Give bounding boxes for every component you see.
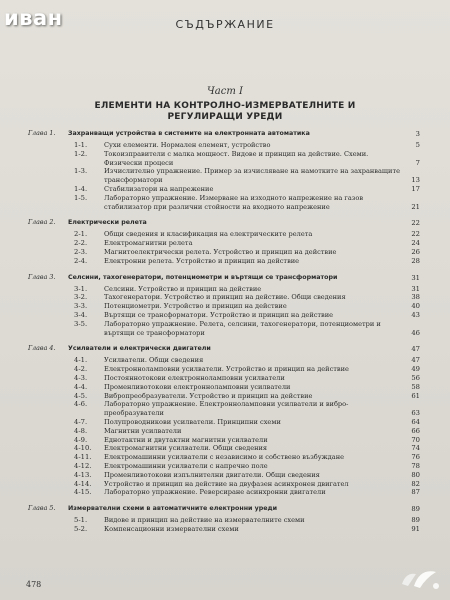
bazar-logo-icon bbox=[396, 562, 444, 594]
toc-entry bbox=[28, 230, 420, 239]
entry-title: Лабораторно упражнение. Релета, селсини, тахогенератори, потенциометри и въртящи се трансформатори bbox=[104, 319, 381, 337]
entry-title: Постояннотокови електронноламповни усилватели bbox=[104, 373, 285, 382]
entry-title: Стабилизатори на напрежение bbox=[104, 184, 214, 193]
entry-number: 1-4. bbox=[74, 184, 88, 193]
page-title: СЪДЪРЖАНИЕ bbox=[175, 18, 275, 31]
toc-entry bbox=[28, 516, 420, 525]
part-heading: ЕЛЕМЕНТИ НА КОНТРОЛНО-ИЗМЕРВАТЕЛНИТЕ И РЕГУЛИРАЩИ УРЕДИ bbox=[94, 101, 356, 122]
entry-page: 21 bbox=[411, 202, 420, 211]
entry-title: Лабораторно упражнение. Реверсиране асинхронни двигатели bbox=[104, 488, 326, 497]
entry-number: 5-1. bbox=[74, 516, 88, 525]
entry-page: 63 bbox=[411, 409, 420, 418]
entry-title: Общи сведения и класификация на електрическите релета bbox=[104, 230, 313, 239]
chapter-page: 89 bbox=[411, 505, 420, 514]
toc-entry bbox=[28, 383, 420, 392]
entry-number: 4-13. bbox=[74, 470, 92, 479]
entry-page: 82 bbox=[411, 479, 420, 488]
entry-number: 4-3. bbox=[74, 373, 88, 382]
toc-entry bbox=[28, 462, 420, 471]
entry-title: Вибропреобразуватели. Устройство и принцип на действие bbox=[104, 391, 313, 400]
entry-number: 1-3. bbox=[74, 167, 88, 176]
entry-number: 4-10. bbox=[74, 444, 92, 453]
toc-entry bbox=[28, 320, 420, 338]
chapter-heading-row bbox=[28, 344, 420, 356]
entry-title: Електромагнитни релета bbox=[104, 239, 193, 248]
entry-page: 91 bbox=[411, 524, 420, 533]
entry-title: Полупроводникови усилватели. Принципни схеми bbox=[104, 417, 281, 426]
toc-entry bbox=[28, 400, 420, 418]
toc-entry bbox=[28, 365, 420, 374]
entry-number: 4-1. bbox=[74, 356, 88, 365]
entry-number: 3-5. bbox=[74, 319, 88, 328]
entry-title: Електромашинни усилватели с напречно поле bbox=[104, 461, 268, 470]
chapter-title: Измервателни схеми в автоматичните електронни уреди bbox=[68, 505, 278, 513]
entry-page: 49 bbox=[411, 365, 420, 374]
chapter-page: 3 bbox=[415, 130, 420, 138]
entry-number: 4-12. bbox=[74, 461, 92, 470]
entry-title: Селсини. Устройство и принцип на действие bbox=[104, 284, 262, 293]
entry-page: 7 bbox=[415, 158, 420, 167]
toc-entry bbox=[28, 356, 420, 365]
entry-number: 2-4. bbox=[74, 256, 88, 265]
entry-number: 4-7. bbox=[74, 417, 88, 426]
toc-chapter bbox=[28, 504, 420, 534]
entry-title: Лабораторно упражнение. Електронноламповни усилватели и вибро-преобразуватели bbox=[104, 400, 349, 418]
entry-title: Изчислително упражнение. Пример за изчисляване на намотките на захранващите трансформатори bbox=[104, 167, 400, 185]
toc-entry bbox=[28, 239, 420, 248]
entry-page: 47 bbox=[411, 356, 420, 365]
toc-entry bbox=[28, 257, 420, 266]
toc-entry bbox=[28, 194, 420, 212]
entry-page: 43 bbox=[411, 310, 420, 319]
entry-page: 58 bbox=[411, 382, 420, 391]
toc-entry bbox=[28, 311, 420, 320]
entry-number: 4-4. bbox=[74, 382, 88, 391]
part-label: Част I bbox=[207, 86, 243, 97]
toc-entry bbox=[28, 444, 420, 453]
entry-number: 3-1. bbox=[74, 284, 88, 293]
toc-entry bbox=[28, 374, 420, 383]
entry-page: 80 bbox=[411, 470, 420, 479]
chapter-label: Глава 2. bbox=[28, 219, 56, 227]
entry-title: Потенциометри. Устройство и принцип на действие bbox=[104, 302, 287, 311]
entry-title: Тахогенератори. Устройство и принцип на действие. Общи сведения bbox=[104, 293, 346, 302]
toc-entry bbox=[28, 392, 420, 401]
toc-entry bbox=[28, 167, 420, 185]
entry-page: 61 bbox=[411, 391, 420, 400]
entry-page: 46 bbox=[411, 328, 420, 337]
toc-entry bbox=[28, 150, 420, 168]
chapter-label: Глава 3. bbox=[28, 273, 56, 281]
watermark-text: иван bbox=[4, 6, 63, 30]
entry-page: 38 bbox=[411, 293, 420, 302]
toc-entry bbox=[28, 141, 420, 150]
entry-number: 4-9. bbox=[74, 435, 88, 444]
entry-title: Компенсационни измервателни схеми bbox=[104, 524, 239, 533]
entry-number: 2-3. bbox=[74, 247, 88, 256]
entry-title: Електромагнитни усилватели. Общи сведения bbox=[104, 444, 268, 453]
chapter-heading-row bbox=[28, 504, 420, 516]
toc-entry bbox=[28, 285, 420, 294]
chapter-title: Селсини, тахогенератори, потенциометри и въртящи се трансформатори bbox=[68, 273, 338, 281]
entry-number: 4-11. bbox=[74, 453, 92, 462]
entry-page: 76 bbox=[411, 453, 420, 462]
chapter-title: Електрически релета bbox=[68, 219, 147, 227]
chapter-page: 22 bbox=[411, 219, 420, 228]
entry-number: 5-2. bbox=[74, 524, 88, 533]
entry-number: 4-2. bbox=[74, 365, 88, 374]
chapter-page: 31 bbox=[411, 273, 420, 282]
toc-entry bbox=[28, 453, 420, 462]
entry-page: 66 bbox=[411, 426, 420, 435]
entry-title: Електронни релета. Устройство и принцип на действие bbox=[104, 256, 300, 265]
entry-page: 74 bbox=[411, 444, 420, 453]
entry-page: 56 bbox=[411, 373, 420, 382]
toc-entry bbox=[28, 185, 420, 194]
entry-number: 3-2. bbox=[74, 293, 88, 302]
entry-page: 24 bbox=[411, 239, 420, 248]
entry-number: 4-6. bbox=[74, 400, 88, 409]
entry-page: 70 bbox=[411, 435, 420, 444]
entry-title: Еднотактни и двутактни магнитни усилватели bbox=[104, 435, 268, 444]
entry-title: Токоизправители с малка мощност. Видове и принцип на действие. Схеми. Физически процеси bbox=[104, 149, 369, 167]
entry-title: Устройство и принцип на действие на двуфазен асинхронен двигател bbox=[104, 479, 349, 488]
chapter-page: 47 bbox=[411, 345, 420, 354]
entry-title: Магнитни усилватели bbox=[104, 426, 182, 435]
entry-title: Лабораторно упражнение. Измерване на изходното напрежение на газов стабилизатор при различни стойности на входното напрежение bbox=[104, 193, 364, 211]
entry-title: Електромашинни усилватели с независимо и собствено възбуждане bbox=[104, 453, 345, 462]
entry-page: 17 bbox=[411, 184, 420, 193]
entry-number: 4-8. bbox=[74, 426, 88, 435]
page-number: 478 bbox=[26, 580, 42, 589]
entry-number: 1-2. bbox=[74, 149, 88, 158]
chapter-heading-row bbox=[28, 273, 420, 285]
toc-entry bbox=[28, 302, 420, 311]
entry-page: 89 bbox=[411, 516, 420, 525]
entry-page: 28 bbox=[411, 256, 420, 265]
toc-entry bbox=[28, 248, 420, 257]
entry-title: Електронноламповни усилватели. Устройство и принцип на действие bbox=[104, 365, 349, 374]
chapter-label: Глава 5. bbox=[28, 505, 56, 513]
chapter-title: Усилватели и електрически двигатели bbox=[68, 345, 211, 353]
chapter-title: Захранващи устройства в системите на електронната автоматика bbox=[68, 130, 310, 137]
entry-title: Магнитоелектрически релета. Устройство и принцип на действие bbox=[104, 247, 337, 256]
entry-number: 4-15. bbox=[74, 488, 92, 497]
entry-number: 1-5. bbox=[74, 193, 88, 202]
toc-chapter bbox=[28, 218, 420, 272]
toc-entry bbox=[28, 427, 420, 436]
entry-number: 3-3. bbox=[74, 302, 88, 311]
toc-entry bbox=[28, 436, 420, 445]
chapter-heading-row bbox=[28, 218, 420, 230]
entry-page: 78 bbox=[411, 461, 420, 470]
entry-page: 40 bbox=[411, 302, 420, 311]
chapter-heading-row bbox=[28, 129, 420, 141]
entry-title: Променливотокови изпълнителни двигатели. Общи сведения bbox=[104, 470, 320, 479]
entry-number: 2-1. bbox=[74, 230, 88, 239]
entry-number: 3-4. bbox=[74, 310, 88, 319]
toc-chapter bbox=[28, 129, 420, 218]
entry-number: 4-5. bbox=[74, 391, 88, 400]
entry-page: 87 bbox=[411, 488, 420, 497]
toc-chapter bbox=[28, 344, 420, 504]
toc-entry bbox=[28, 418, 420, 427]
toc-chapter bbox=[28, 273, 420, 345]
entry-title: Сухи елементи. Нормален елемент, устройство bbox=[104, 141, 271, 149]
entry-number: 2-2. bbox=[74, 239, 88, 248]
entry-title: Въртящи се трансформатори. Устройство и принцип на действие bbox=[104, 310, 334, 319]
entry-title: Променливотокови електронноламповни усилватели bbox=[104, 382, 291, 391]
entry-page: 31 bbox=[411, 284, 420, 293]
chapter-label: Глава 4. bbox=[28, 345, 56, 353]
entry-page: 26 bbox=[411, 247, 420, 256]
entry-page: 13 bbox=[411, 176, 420, 185]
entry-page: 5 bbox=[415, 141, 420, 149]
toc-entry bbox=[28, 488, 420, 497]
entry-page: 64 bbox=[411, 417, 420, 426]
entry-title: Видове и принцип на действие на измервателните схеми bbox=[104, 516, 305, 525]
toc-entry bbox=[28, 525, 420, 534]
toc-entry bbox=[28, 293, 420, 302]
entry-page: 22 bbox=[411, 230, 420, 239]
toc-entry bbox=[28, 480, 420, 489]
entry-number: 1-1. bbox=[74, 141, 88, 149]
chapter-label: Глава 1. bbox=[28, 130, 56, 137]
table-of-contents bbox=[28, 129, 420, 534]
entry-number: 4-14. bbox=[74, 479, 92, 488]
entry-title: Усилватели. Общи сведения bbox=[104, 356, 204, 365]
toc-entry bbox=[28, 471, 420, 480]
